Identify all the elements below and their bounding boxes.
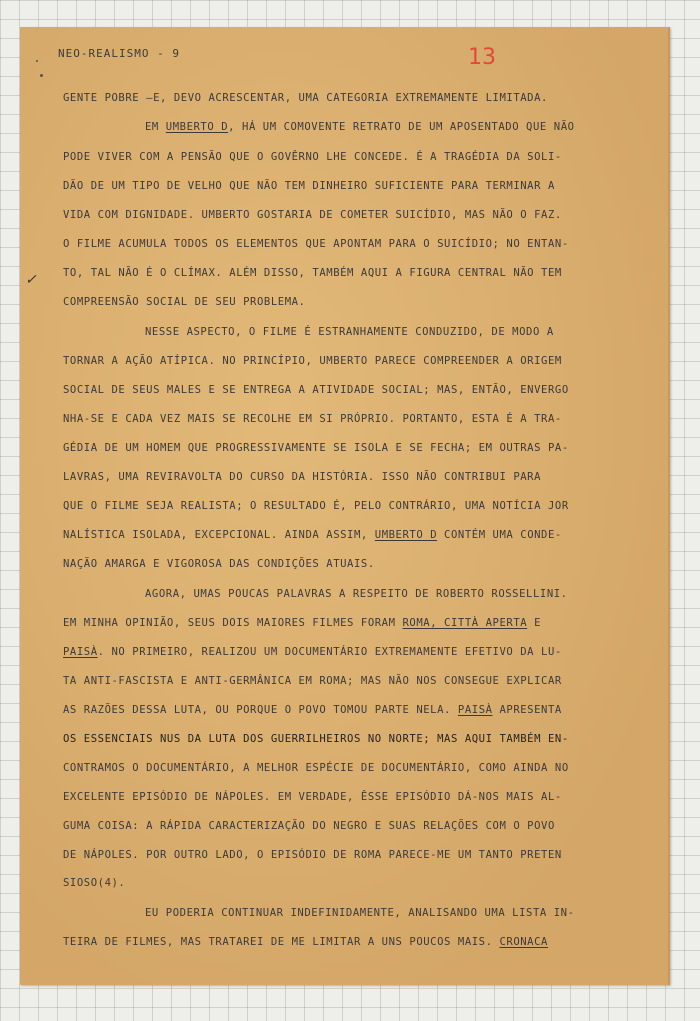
text-line [63,820,555,832]
text-segment: PODE VIVER COM A PENSÃO QUE O GOVÊRNO LHE CONCEDE. É A TRAGÉDIA DA SOLI- [63,151,562,163]
text-segment: O FILME ACUMULA TODOS OS ELEMENTOS QUE APONTAM PARA O SUICÍDIO; NO ENTAN- [63,238,569,250]
text-line [63,529,562,541]
ink-speck [40,74,43,77]
text-line [63,704,562,716]
text-segment: GENTE POBRE —E, DEVO ACRESCENTAR, UMA CATEGORIA EXTREMAMENTE LIMITADA. [63,92,548,104]
text-segment: NALÍSTICA ISOLADA, EXCEPCIONAL. AINDA ASSIM, [63,529,375,541]
text-segment: TEIRA DE FILMES, MAS TRATAREI DE ME LIMITAR A UNS POUCOS MAIS. [63,936,500,948]
text-segment: EXCELENTE EPISÓDIO DE NÁPOLES. EM VERDADE, ÊSSE EPISÓDIO DÁ-NOS MAIS AL- [63,791,562,803]
underlined-title: PAISÀ [457,704,493,716]
text-line [63,151,562,163]
underlined-title: UMBERTO D [165,121,229,133]
text-segment: TO, TAL NÃO É O CLÍMAX. ALÉM DISSO, TAMBÉM AQUI A FIGURA CENTRAL NÃO TEM [63,267,562,279]
text-line [63,646,562,658]
text-line [63,413,562,425]
text-segment: TA ANTI-FASCISTA E ANTI-GERMÂNICA EM ROMA; MAS NÃO NOS CONSEGUE EXPLICAR [63,675,562,687]
text-line [63,209,562,221]
text-line [63,355,562,367]
text-segment: DE NÁPOLES. POR OUTRO LADO, O EPISÓDIO DE ROMA PARECE-ME UM TANTO PRETEN [63,849,562,861]
text-line [63,617,541,629]
text-line [63,92,548,104]
text-line [63,877,125,889]
handwritten-page-number: 13 [468,45,496,70]
text-line [145,326,554,338]
text-segment: GUMA COISA: A RÁPIDA CARACTERIZAÇÃO DO NEGRO E SUAS RELAÇÕES COM O POVO [63,820,555,832]
text-segment: COMPREENSÃO SOCIAL DE SEU PROBLEMA. [63,296,306,308]
text-line [63,558,375,570]
text-segment: QUE O FILME SEJA REALISTA; O RESULTADO É, PELO CONTRÁRIO, UMA NOTÍCIA JOR [63,500,569,512]
page-header: NEO-REALISMO - 9 [58,47,180,60]
text-segment: , HÁ UM COMOVENTE RETRATO DE UM APOSENTADO QUE NÃO [228,121,575,133]
margin-check-mark: ✓ [25,272,37,288]
text-segment: AGORA, UMAS POUCAS PALAVRAS A RESPEITO DE ROBERTO ROSSELLINI. [145,588,568,600]
text-segment: EM MINHA OPINIÃO, SEUS DOIS MAIORES FILMES FORAM [63,617,403,629]
text-line [145,907,575,919]
text-line [63,500,569,512]
text-line [63,296,305,308]
text-line [63,180,555,192]
text-segment: NAÇÃO AMARGA E VIGOROSA DAS CONDIÇÕES ATUAIS. [63,558,375,570]
text-segment: SOCIAL DE SEUS MALES E SE ENTREGA A ATIVIDADE SOCIAL; MAS, ENTÃO, ENVERGO [63,384,569,396]
text-line [63,267,562,279]
text-segment: TORNAR A AÇÃO ATÍPICA. NO PRINCÍPIO, UMBERTO PARECE COMPREENDER A ORIGEM [63,355,562,367]
text-line [63,762,569,774]
text-line [63,791,562,803]
underlined-title: UMBERTO D [374,529,438,541]
text-segment: CONTRAMOS O DOCUMENTÁRIO, A MELHOR ESPÉCIE DE DOCUMENTÁRIO, COMO AINDA NO [63,762,569,774]
underlined-title: CRONACA [499,936,548,948]
text-segment: DÃO DE UM TIPO DE VELHO QUE NÃO TEM DINHEIRO SUFICIENTE PARA TERMINAR A [63,180,555,192]
text-line [63,442,569,454]
text-line [63,936,548,948]
text-segment: E [527,617,542,629]
text-segment: APRESENTA [492,704,562,716]
text-segment: OS ESSENCIAIS NUS DA LUTA DOS GUERRILHEIROS NO NORTE; MAS AQUI TAMBÉM EN- [63,733,569,745]
text-segment: NHA-SE E CADA VEZ MAIS SE RECOLHE EM SI PRÓPRIO. PORTANTO, ESTA É A TRA- [63,413,562,425]
text-segment: VIDA COM DIGNIDADE. UMBERTO GOSTARIA DE COMETER SUICÍDIO, MAS NÃO O FAZ. [63,209,562,221]
text-segment: SIOSO(4). [63,877,126,889]
text-segment: LAVRAS, UMA REVIRAVOLTA DO CURSO DA HISTÓRIA. ISSO NÃO CONTRIBUI PARA [63,471,542,483]
text-segment: GÉDIA DE UM HOMEM QUE PROGRESSIVAMENTE SE ISOLA E SE FECHA; EM OUTRAS PA- [63,442,569,454]
text-line [145,121,575,133]
text-line [63,471,541,483]
underlined-title: ROMA, CITTÀ APERTA [402,617,528,629]
text-line [63,849,562,861]
text-line [63,675,562,687]
text-line [145,588,568,600]
text-segment: . NO PRIMEIRO, REALIZOU UM DOCUMENTÁRIO EXTREMAMENTE EFETIVO DA LU- [97,646,562,658]
text-line [63,384,569,396]
ink-speck [36,60,38,62]
text-segment: EU PODERIA CONTINUAR INDEFINIDAMENTE, ANALISANDO UMA LISTA IN- [145,907,575,919]
text-line [63,238,569,250]
text-segment: EM [145,121,166,133]
underlined-title: PAISÀ [63,646,98,658]
text-segment: AS RAZÕES DESSA LUTA, OU PORQUE O POVO TOMOU PARTE NELA. [63,704,458,716]
text-line [63,733,569,745]
text-segment: NESSE ASPECTO, O FILME É ESTRANHAMENTE CONDUZIDO, DE MODO A [145,326,554,338]
text-segment: CONTÉM UMA CONDE- [437,529,562,541]
